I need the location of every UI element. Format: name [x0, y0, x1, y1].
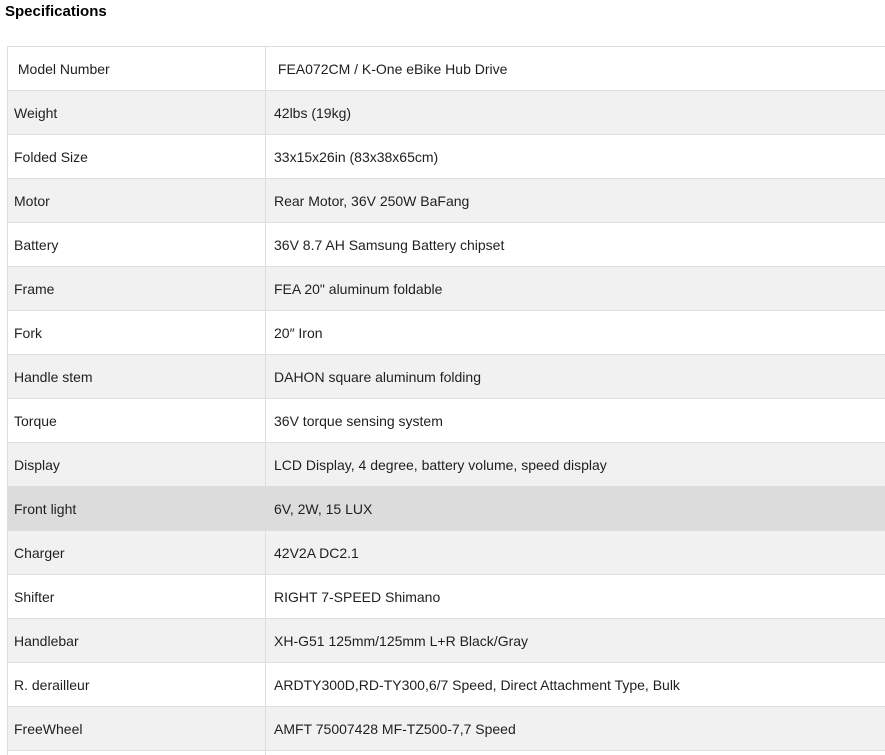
- spec-value: 33x15x26in (83x38x65cm): [266, 135, 885, 179]
- specifications-table: [7, 46, 885, 755]
- spec-row: [8, 487, 885, 531]
- spec-row: [8, 355, 885, 399]
- spec-label: Front light: [8, 487, 266, 531]
- spec-label: Battery: [8, 223, 266, 267]
- spec-row: [8, 531, 885, 575]
- spec-row: [8, 663, 885, 707]
- spec-value: 42V2A DC2.1: [266, 531, 885, 575]
- spec-label: Weight: [8, 91, 266, 135]
- spec-row: [8, 311, 885, 355]
- spec-value: 36V torque sensing system: [266, 399, 885, 443]
- spec-label: Handle stem: [8, 355, 266, 399]
- spec-row: [8, 223, 885, 267]
- spec-label: Frame: [8, 267, 266, 311]
- spec-value: FEA072CM / K-One eBike Hub Drive: [266, 47, 885, 91]
- spec-value: AMFT 75007428 MF-TZ500-7,7 Speed: [266, 707, 885, 751]
- spec-value: FEA 20" aluminum foldable: [266, 267, 885, 311]
- specifications-table-container: [7, 46, 885, 755]
- spec-row: [8, 443, 885, 487]
- page-title: Specifications: [5, 3, 107, 20]
- spec-value: 6V, 2W, 15 LUX: [266, 487, 885, 531]
- spec-row: [8, 575, 885, 619]
- spec-label: Handlebar: [8, 619, 266, 663]
- spec-label: Shifter: [8, 575, 266, 619]
- spec-value: DAHON square aluminum folding: [266, 355, 885, 399]
- spec-value: Rear Motor, 36V 250W BaFang: [266, 179, 885, 223]
- spec-label: Display: [8, 443, 266, 487]
- spec-row: [8, 751, 885, 755]
- spec-row: [8, 619, 885, 663]
- spec-label: Torque: [8, 399, 266, 443]
- spec-row: [8, 707, 885, 751]
- spec-label: [8, 751, 266, 755]
- spec-value: 42lbs (19kg): [266, 91, 885, 135]
- spec-value: RIGHT 7-SPEED Shimano: [266, 575, 885, 619]
- spec-row: [8, 135, 885, 179]
- spec-value: 20″ Iron: [266, 311, 885, 355]
- spec-row: [8, 47, 885, 91]
- spec-row: [8, 179, 885, 223]
- spec-value: [266, 751, 885, 755]
- spec-value: LCD Display, 4 degree, battery volume, speed display: [266, 443, 885, 487]
- spec-value: ARDTY300D,RD-TY300,6/7 Speed, Direct Attachment Type, Bulk: [266, 663, 885, 707]
- spec-row: [8, 267, 885, 311]
- spec-label: Model Number: [8, 47, 266, 91]
- spec-value: 36V 8.7 AH Samsung Battery chipset: [266, 223, 885, 267]
- spec-row: [8, 91, 885, 135]
- spec-label: R. derailleur: [8, 663, 266, 707]
- spec-value: XH-G51 125mm/125mm L+R Black/Gray: [266, 619, 885, 663]
- spec-label: FreeWheel: [8, 707, 266, 751]
- spec-label: Motor: [8, 179, 266, 223]
- spec-label: Folded Size: [8, 135, 266, 179]
- spec-label: Charger: [8, 531, 266, 575]
- specifications-table-body: [8, 47, 885, 755]
- spec-label: Fork: [8, 311, 266, 355]
- spec-row: [8, 399, 885, 443]
